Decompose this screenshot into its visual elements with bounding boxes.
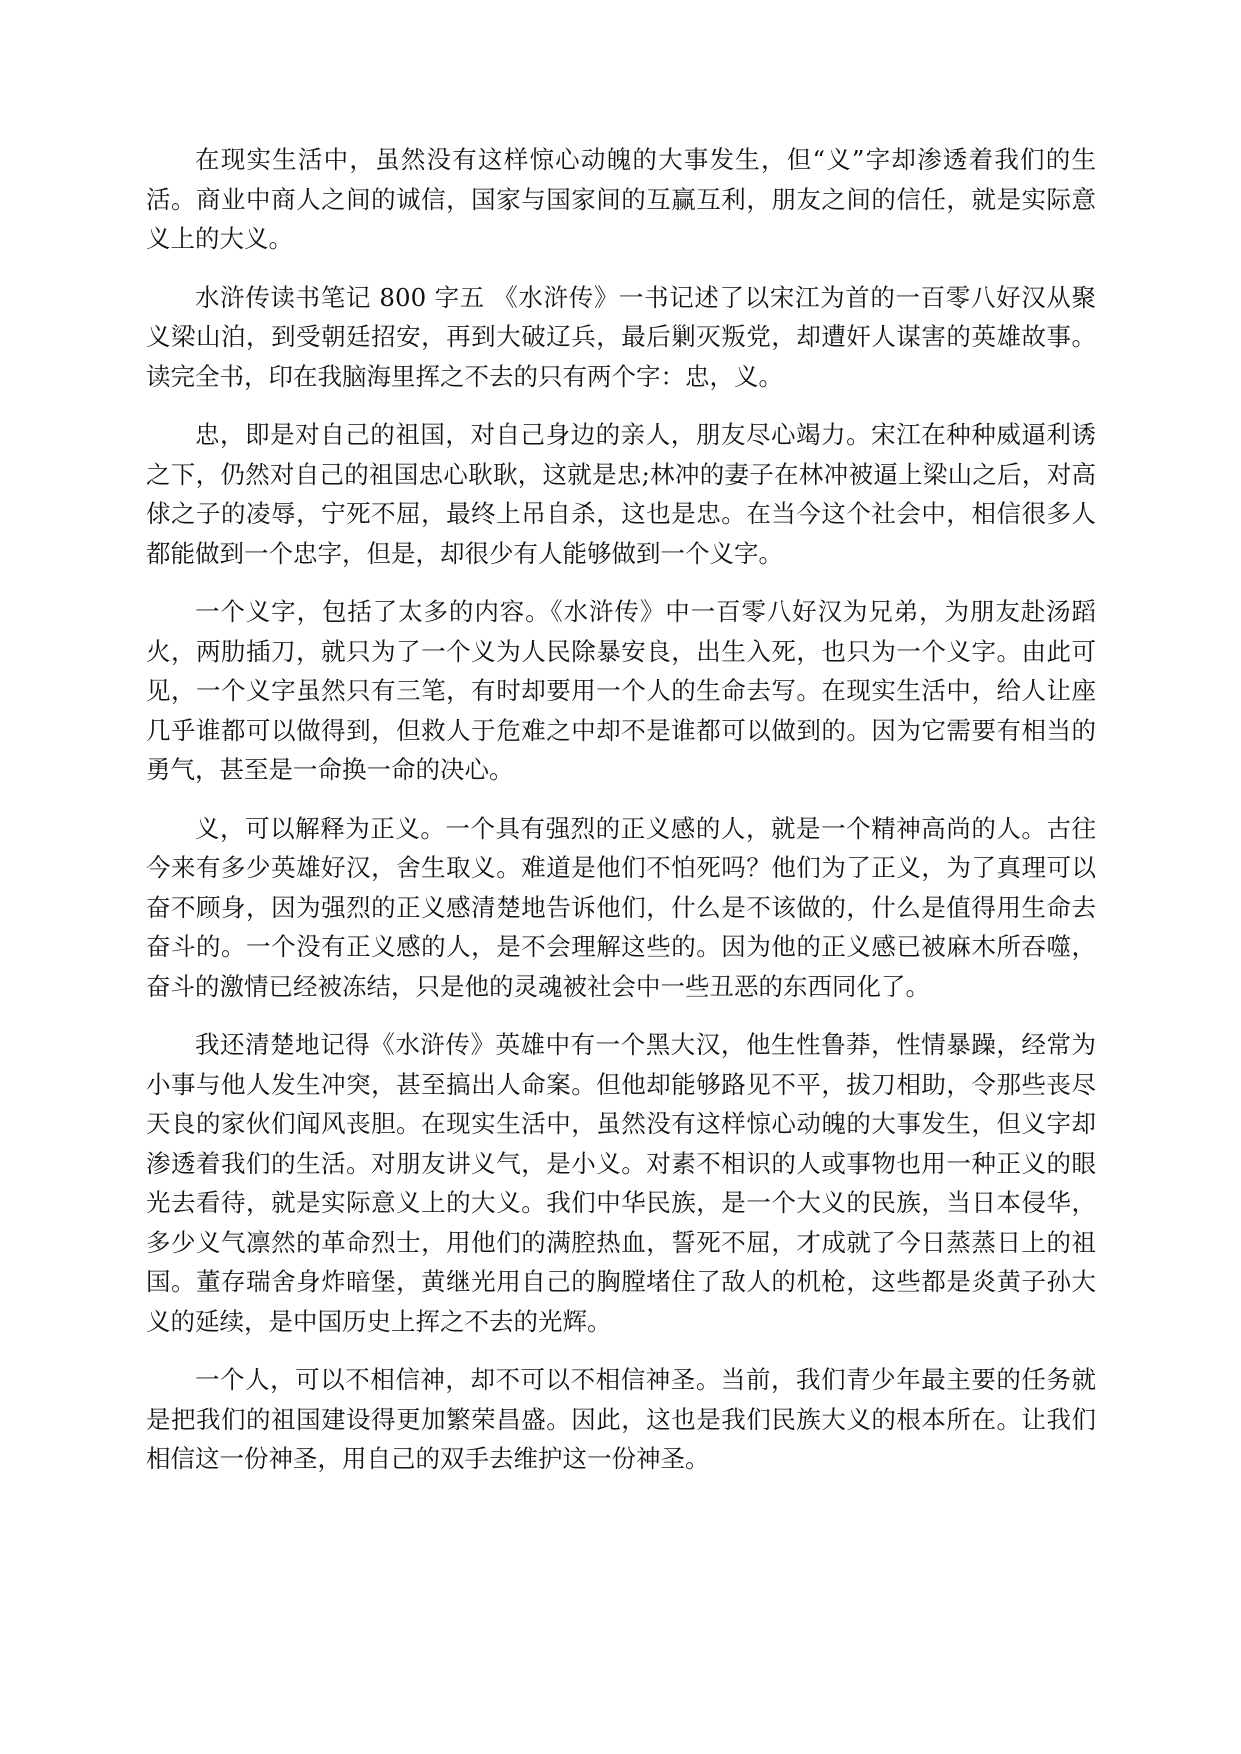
paragraph-1: 在现实生活中，虽然没有这样惊心动魄的大事发生，但“义”字却渗透着我们的生活。商业中商人之间的诚信，国家与国家间的互赢互利，朋友之间的信任，就是实际意义上的大义。 — [146, 145, 1096, 253]
paragraph-2: 水浒传读书笔记 800 字五 《水浒传》一书记述了以宋江为首的一百零八好汉从聚义梁山泊，到受朝廷招安，再到大破辽兵，最后剿灭叛党，却遭奸人谋害的英雄故事。读完全书，印在我脑海里挥之不去的只有两个字：忠，义。 — [146, 282, 1096, 391]
paragraph-3: 忠，即是对自己的祖国，对自己身边的亲人，朋友尽心竭力。宋江在种种威逼利诱之下，仍然对自己的祖国忠心耿耿，这就是忠;林冲的妻子在林冲被逼上梁山之后，对高俅之子的凌辱，宁死不屈，最终上吊自杀，这也是忠。在当今这个社会中，相信很多人都能做到一个忠字，但是，却很少有人能够做到一个义字。 — [146, 420, 1096, 568]
paragraph-4: 一个义字，包括了太多的内容。《水浒传》中一百零八好汉为兄弟，为朋友赴汤蹈火，两肋插刀，就只为了一个义为人民除暴安良，出生入死，也只为一个义字。由此可见，一个义字虽然只有三笔，有时却要用一个人的生命去写。在现实生活中，给人让座几乎谁都可以做得到，但救人于危难之中却不是谁都可以做到的。因为它需要有相当的勇气，甚至是一命换一命的决心。 — [146, 597, 1096, 784]
paragraph-6: 我还清楚地记得《水浒传》英雄中有一个黑大汉，他生性鲁莽，性情暴躁，经常为小事与他人发生冲突，甚至搞出人命案。但他却能够路见不平，拔刀相助，令那些丧尽天良的家伙们闻风丧胆。在现实生活中，虽然没有这样惊心动魄的大事发生，但义字却渗透着我们的生活。对朋友讲义气，是小义。对素不相识的人或事物也用一种正义的眼光去看待，就是实际意义上的大义。我们中华民族，是一个大义的民族，当日本侵华，多少义气凛然的革命烈士，用他们的满腔热血，誓死不屈，才成就了今日蒸蒸日上的祖国。董存瑞舍身炸暗堡，黄继光用自己的胸膛堵住了敌人的机枪，这些都是炎黄子孙大义的延续，是中国历史上挥之不去的光辉。 — [146, 1030, 1096, 1336]
document-body — [146, 140, 1096, 1498]
paragraph-5: 义，可以解释为正义。一个具有强烈的正义感的人，就是一个精神高尚的人。古往今来有多少英雄好汉，舍生取义。难道是他们不怕死吗？他们为了正义，为了真理可以奋不顾身，因为强烈的正义感清楚地告诉他们，什么是不该做的，什么是值得用生命去奋斗的。一个没有正义感的人，是不会理解这些的。因为他的正义感已被麻木所吞噬，奋斗的激情已经被冻结，只是他的灵魂被社会中一些丑恶的东西同化了。 — [146, 813, 1096, 1001]
paragraph-7: 一个人，可以不相信神，却不可以不相信神圣。当前，我们青少年最主要的任务就是把我们的祖国建设得更加繁荣昌盛。因此，这也是我们民族大义的根本所在。让我们相信这一份神圣，用自己的双手去维护这一份神圣。 — [146, 1365, 1096, 1473]
